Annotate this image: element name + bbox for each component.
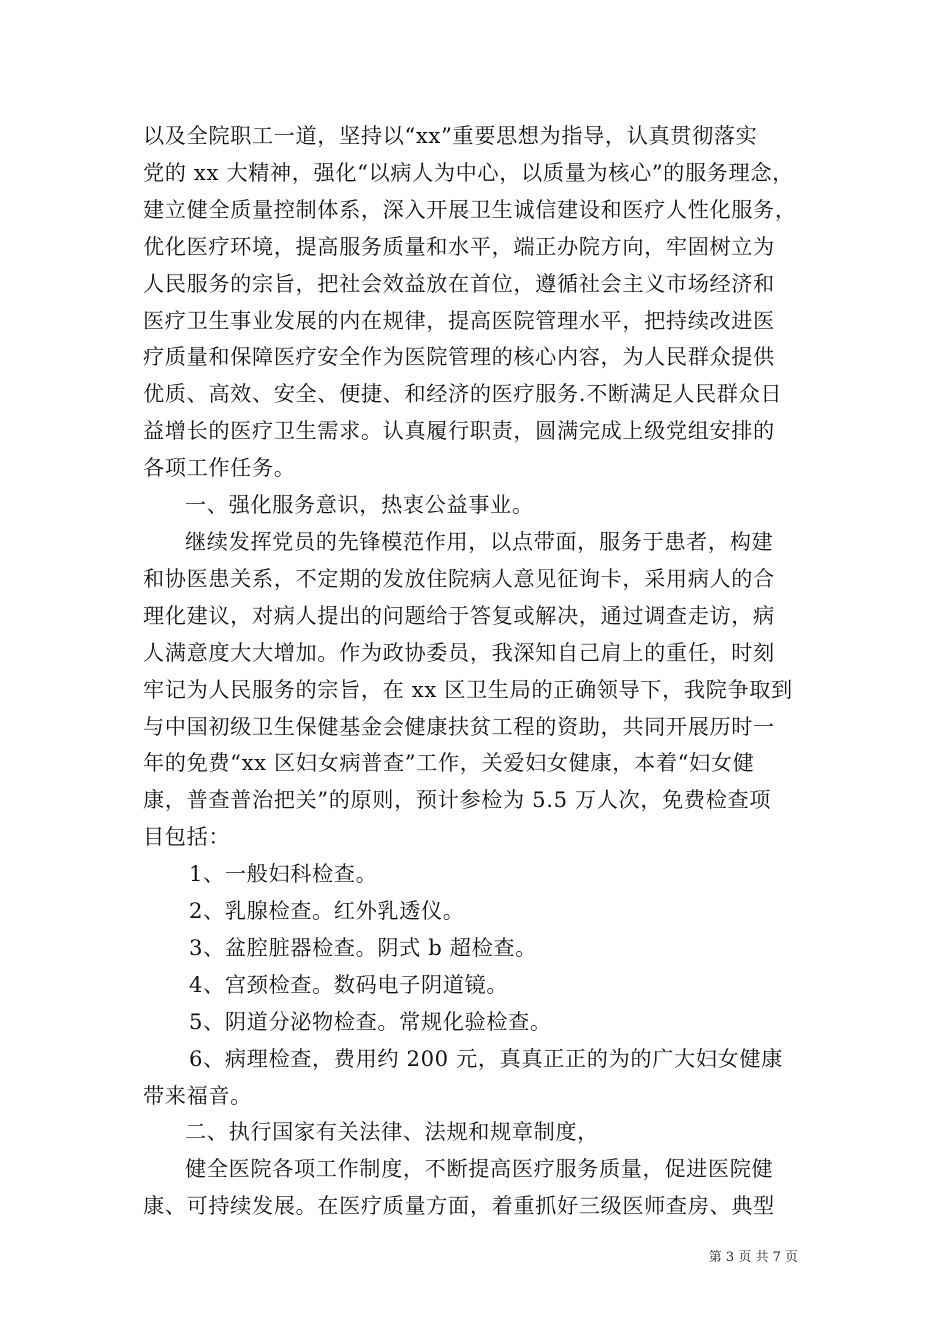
text-line: 医疗卫生事业发展的内在规律，提高医院管理水平，把持续改进医 [143, 307, 775, 333]
text-line: 牢记为人民服务的宗旨，在 xx 区卫生局的正确领导下，我院争取到 [143, 676, 793, 702]
text-line: 健全医院各项工作制度，不断提高医疗服务质量，促进医院健 [185, 1156, 774, 1182]
list-item: 4、宫颈检查。数码电子阴道镜。 [189, 971, 509, 997]
text-line: 康、可持续发展。在医疗质量方面，着重抓好三级医师查房、典型 [143, 1193, 775, 1219]
list-item: 3、盆腔脏器检查。阴式 b 超检查。 [189, 934, 537, 960]
text-line: 优化医疗环境，提高服务质量和水平，端正办院方向，牢固树立为 [143, 233, 775, 259]
text-line: 人满意度大大增加。作为政协委员，我深知自己肩上的重任，时刻 [143, 639, 775, 665]
list-item: 6、病理检查，费用约 200 元，真真正正的为的广大妇女健康 [189, 1045, 783, 1071]
text-line: 人民服务的宗旨，把社会效益放在首位，遵循社会主义市场经济和 [143, 270, 775, 296]
list-item: 2、乳腺检查。红外乳透仪。 [189, 898, 465, 924]
list-item: 1、一般妇科检查。 [189, 861, 378, 887]
section-heading: 一、强化服务意识，热衷公益事业。 [185, 492, 534, 518]
text-line: 年的免费“xx 区妇女病普查”工作，关爱妇女健康，本着“妇女健 [143, 750, 755, 776]
text-line: 建立健全质量控制体系，深入开展卫生诚信建设和医疗人性化服务， [143, 196, 797, 222]
text-line: 优质、高效、安全、便捷、和经济的医疗服务.不断满足人民群众日 [143, 381, 783, 407]
text-line: 带来福音。 [143, 1082, 252, 1108]
text-line: 与中国初级卫生保健基金会健康扶贫工程的资助，共同开展历时一 [143, 713, 775, 739]
text-line: 康，普查普治把关”的原则，预计参检为 5.5 万人次，免费检查项 [143, 787, 772, 813]
text-line: 以及全院职工一道，坚持以“xx”重要思想为指导，认真贯彻落实 [143, 123, 758, 148]
text-line: 党的 xx 大精神，强化“以病人为中心，以质量为核心”的服务理念， [143, 159, 794, 185]
text-line: 和协医患关系，不定期的发放住院病人意见征询卡，采用病人的合 [143, 565, 775, 591]
text-line: 目包括： [143, 824, 231, 850]
page-footer [0, 1246, 950, 1265]
text-line: 各项工作任务。 [143, 455, 296, 481]
list-item: 5、阴道分泌物检查。常规化验检查。 [189, 1008, 552, 1034]
section-heading: 二、执行国家有关法律、法规和规章制度， [185, 1119, 599, 1145]
body-text [143, 118, 815, 1225]
text-line: 益增长的医疗卫生需求。认真履行职责，圆满完成上级党组安排的 [143, 418, 775, 444]
text-line: 疗质量和保障医疗安全作为医院管理的核心内容，为人民群众提供 [143, 344, 775, 370]
text-line: 理化建议，对病人提出的问题给于答复或解决，通过调查走访，病 [143, 602, 775, 628]
page-number: 第 3 页 共 7 页 [708, 1250, 798, 1265]
text-line: 继续发挥党员的先锋模范作用，以点带面，服务于患者，构建 [185, 528, 774, 554]
